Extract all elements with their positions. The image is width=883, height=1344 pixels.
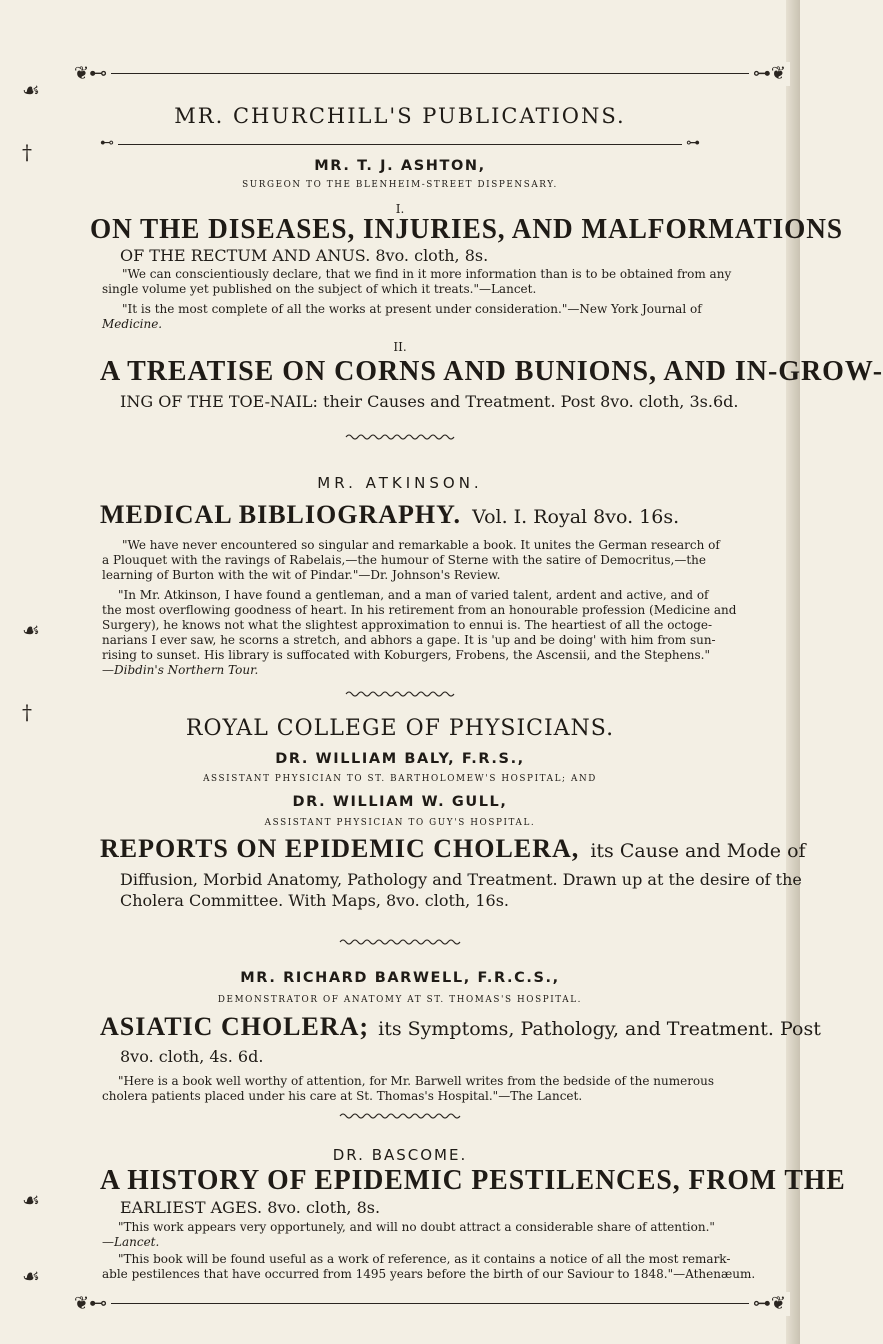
review-line: Surgery), he knows not what the slightest approximation to ennui is. The heartiest of all the octoge- [102,618,713,632]
right-fleuron-icon: ⊶❦ [749,1292,790,1316]
author-ashton: MR. T. J. ASHTON, [314,158,486,174]
review-line: rising to sunset. His library is suffocated with Koburgers, Frobens, the Ascensii, and the Stephens." [102,648,710,662]
author-role: DEMONSTRATOR OF ANATOMY AT ST. THOMAS'S HOSPITAL. [217,995,583,1005]
author-role: ASSISTANT PHYSICIAN TO ST. BARTHOLOMEW'S HOSPITAL; AND [203,774,597,784]
review-line: the most overflowing goodness of heart. In his retirement from an honourable profession (Medicine and [102,603,737,617]
book-title: A HISTORY OF EPIDEMIC PESTILENCES, FROM THE [100,1164,846,1196]
wavy-divider [346,433,454,441]
book-numeral: II. [393,340,407,354]
book-numeral: I. [395,202,405,216]
book-title-row [100,1012,821,1042]
left-fleuron-icon: ❦⊷ [70,1292,111,1316]
review-line: learning of Burton with the wit of Pindar."—Dr. Johnson's Review. [102,568,501,582]
review-line: "We can conscientiously declare, that we find in it more information than is to be obtained from any [122,267,732,281]
wavy-divider [340,1112,460,1120]
book-title: MEDICAL BIBLIOGRAPHY. [100,500,461,529]
fleuron-icon: ☙ [22,1264,40,1288]
book-subtitle: OF THE RECTUM AND ANUS. 8vo. cloth, 8s. [120,246,489,265]
book-title-tail: its Cause and Mode of [590,840,806,862]
fleuron-icon: † [22,140,32,164]
book-subtitle: EARLIEST AGES. 8vo. cloth, 8s. [120,1198,381,1217]
top-ornamental-rule [70,62,790,86]
page-header: MR. CHURCHILL'S PUBLICATIONS. [174,104,626,128]
author-gull: DR. WILLIAM W. GULL, [292,794,508,810]
wavy-divider [340,938,460,946]
fleuron-icon: ☙ [22,78,40,102]
book-subtitle: ING OF THE TOE-NAIL: their Causes and Treatment. Post 8vo. cloth, 3s.6d. [120,392,739,411]
book-price: 8vo. cloth, 4s. 6d. [120,1047,264,1066]
left-fleuron-icon: ❦⊷ [70,62,111,86]
author-bascome: DR. BASCOME. [332,1146,468,1164]
book-title-row [100,834,806,864]
review-line: "We have never encountered so singular and remarkable a book. It unites the German research of [122,538,720,552]
header-rule: ⊷ ⊶ [100,144,700,145]
book-title: A TREATISE ON CORNS AND BUNIONS, AND IN-GROW- [100,355,883,387]
review-line: "In Mr. Atkinson, I have found a gentleman, and a man of varied talent, ardent and active, and of [118,588,709,602]
review-line: single volume yet published on the subject of which it treats."—Lancet. [102,282,537,296]
book-title: ON THE DISEASES, INJURIES, AND MALFORMATIONS [90,213,844,245]
review-line: —Lancet. [102,1235,160,1249]
fleuron-icon: † [22,700,32,724]
book-price: Vol. I. Royal 8vo. 16s. [472,506,680,528]
section-heading: ROYAL COLLEGE OF PHYSICIANS. [185,716,615,741]
review-line: "Here is a book well worthy of attention, for Mr. Barwell writes from the bedside of the numerous [118,1074,715,1088]
author-role: SURGEON TO THE BLENHEIM-STREET DISPENSARY. [242,180,558,190]
author-role: ASSISTANT PHYSICIAN TO GUY'S HOSPITAL. [264,818,536,828]
right-fleuron-icon: ⊶❦ [749,62,790,86]
author-baly: DR. WILLIAM BALY, F.R.S., [275,751,525,767]
book-title-tail: its Symptoms, Pathology, and Treatment. Post [378,1018,821,1040]
book-desc: Diffusion, Morbid Anatomy, Pathology and Treatment. Drawn up at the desire of the [120,870,802,889]
review-line: —Dibdin's Northern Tour. [102,663,259,677]
review-line: cholera patients placed under his care at St. Thomas's Hospital."—The Lancet. [102,1089,583,1103]
review-line: "This work appears very opportunely, and will no doubt attract a considerable share of attention." [118,1220,715,1234]
review-line: "This book will be found useful as a work of reference, as it contains a notice of all the most remark- [118,1252,731,1266]
review-line: narians I ever saw, he scorns a stretch, and abhors a gape. It is 'up and be doing' with him from sun- [102,633,716,647]
book-title-row [100,500,679,530]
fleuron-icon: ☙ [22,1188,40,1212]
fleuron-icon: ☙ [22,618,40,642]
author-barwell: MR. RICHARD BARWELL, F.R.C.S., [240,970,560,986]
review-line: Medicine. [102,317,163,331]
author-atkinson: MR. ATKINSON. [317,474,483,492]
review-line: a Plouquet with the ravings of Rabelais,—the humour of Sterne with the satire of Democritus,—the [102,553,707,567]
book-desc: Cholera Committee. With Maps, 8vo. cloth, 16s. [120,891,510,910]
bottom-ornamental-rule [70,1292,790,1316]
book-title: REPORTS ON EPIDEMIC CHOLERA, [100,834,580,863]
review-line: able pestilences that have occurred from 1495 years before the birth of our Saviour to 1848."—Athenæum. [102,1267,756,1281]
wavy-divider [346,690,454,698]
review-line: "It is the most complete of all the works at present under consideration."—New York Journal of [122,302,702,316]
book-title: ASIATIC CHOLERA; [100,1012,370,1041]
